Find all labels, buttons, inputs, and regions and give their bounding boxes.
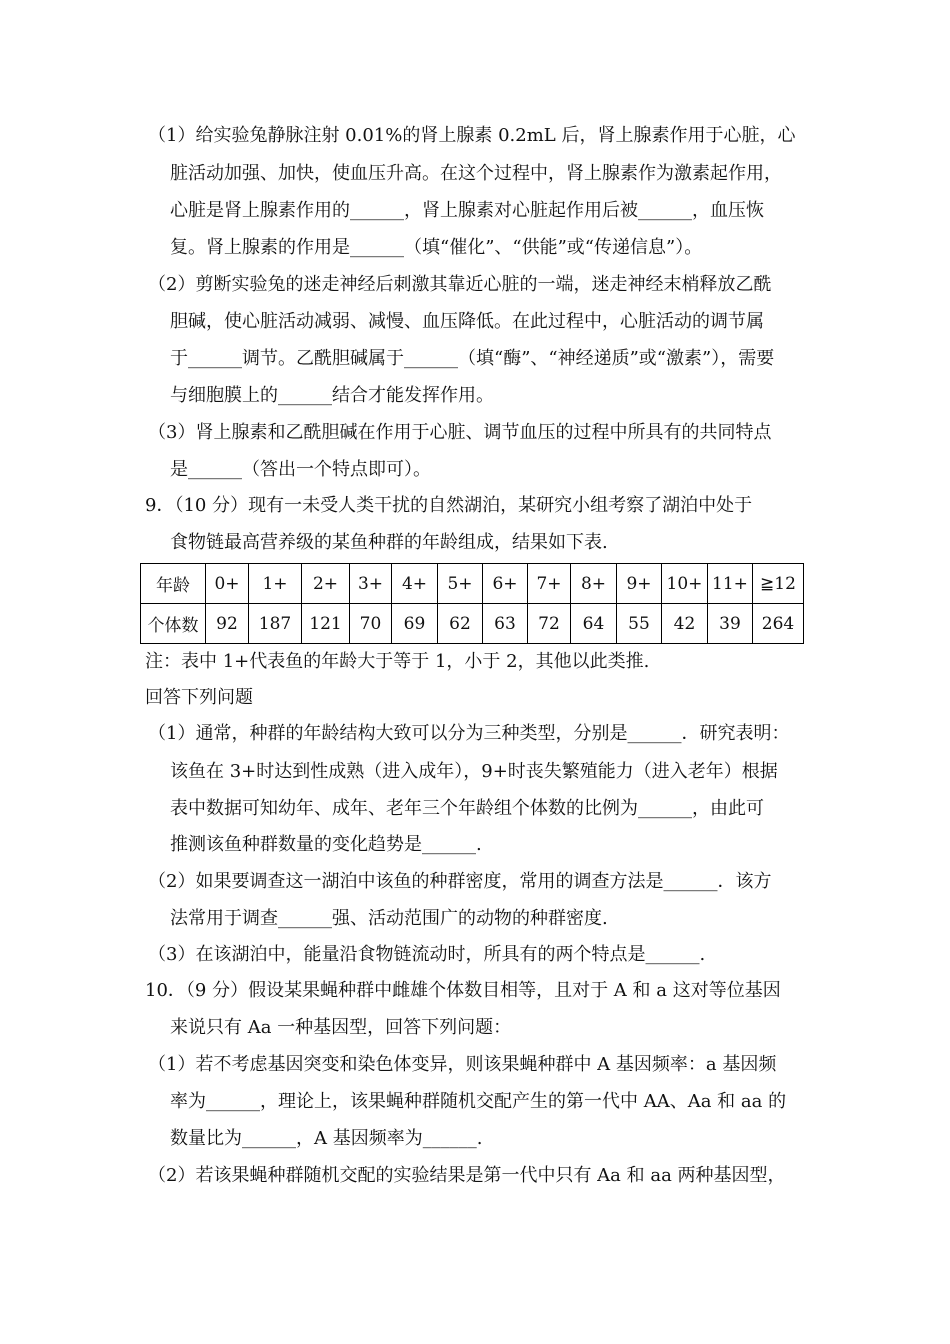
q9-p3-line-1: （3）在该湖泊中，能量沿食物链流动时，所具有的两个特点是______. [148, 944, 706, 965]
table-cell: 3+ [350, 564, 392, 604]
q8-p3-line-1: （3）肾上腺素和乙酰胆碱在作用于心脏、调节血压的过程中所具有的共同特点 [148, 422, 772, 443]
table-cell: 0+ [206, 564, 249, 604]
table-cell: 62 [438, 604, 483, 644]
q9-p1-line-3: 表中数据可知幼年、成年、老年三个年龄组个体数的比例为______，由此可 [170, 798, 764, 819]
table-cell: 55 [617, 604, 662, 644]
q9-p1-line-1: （1）通常，种群的年龄结构大致可以分为三种类型，分别是______．研究表明： [148, 723, 790, 744]
table-cell: 63 [483, 604, 528, 644]
q8-p1-line-2: 脏活动加强、加快，使血压升高。在这个过程中，肾上腺素作为激素起作用， [170, 163, 782, 184]
table-cell: 1+ [249, 564, 302, 604]
q8-p2-line-3: 于______调节。乙酰胆碱属于______（填“酶”、“神经递质”或“激素”），需要 [170, 348, 775, 369]
q10-stem-line-1: 10．（9 分）假设某果蝇种群中雌雄个体数目相等，且对于 A 和 a 这对等位基因 [145, 980, 781, 1001]
table-cell: 64 [571, 604, 617, 644]
table-cell: 8+ [571, 564, 617, 604]
table-cell: 11+ [708, 564, 753, 604]
table-cell: 264 [753, 604, 804, 644]
table-cell: 10+ [662, 564, 708, 604]
q8-p1-line-3: 心脏是肾上腺素作用的______，肾上腺素对心脏起作用后被______，血压恢 [170, 200, 764, 221]
table-cell: 39 [708, 604, 753, 644]
q8-p2-line-4: 与细胞膜上的______结合才能发挥作用。 [170, 385, 494, 406]
table-cell: 69 [392, 604, 438, 644]
q10-stem-line-2: 来说只有 Aa 一种基因型，回答下列问题： [170, 1017, 512, 1038]
q9-p2-line-1: （2）如果要调查这一湖泊中该鱼的种群密度，常用的调查方法是______．该方 [148, 871, 772, 892]
table-cell: 121 [302, 604, 350, 644]
q10-p1-line-3: 数量比为______，A 基因频率为______. [170, 1128, 483, 1149]
table-header-row [141, 564, 804, 604]
table-cell: ≧12 [753, 564, 804, 604]
table-cell: 7+ [528, 564, 571, 604]
q10-p1-line-1: （1）若不考虑基因突变和染色体变异，则该果蝇种群中 A 基因频率：a 基因频 [148, 1054, 777, 1075]
q9-p2-line-2: 法常用于调查______强、活动范围广的动物的种群密度. [170, 908, 608, 929]
q8-p1-line-4: 复。肾上腺素的作用是______（填“催化”、“供能”或“传递信息”）。 [170, 237, 703, 258]
q9-stem-line-2: 食物链最高营养级的某鱼种群的年龄组成，结果如下表. [170, 532, 608, 553]
q9-table-note: 注：表中 1+代表鱼的年龄大于等于 1，小于 2，其他以此类推. [145, 651, 650, 672]
q8-p2-line-2: 胆碱，使心脏活动减弱、减慢、血压降低。在此过程中，心脏活动的调节属 [170, 311, 764, 332]
table-row [141, 604, 804, 644]
table-cell: 2+ [302, 564, 350, 604]
table-cell: 9+ [617, 564, 662, 604]
table-cell: 92 [206, 604, 249, 644]
table-cell: 年龄 [141, 564, 206, 604]
q8-p3-line-2: 是______（答出一个特点即可）。 [170, 459, 431, 480]
table-cell: 72 [528, 604, 571, 644]
q9-prompt: 回答下列问题 [145, 687, 253, 708]
table-cell: 42 [662, 604, 708, 644]
age-structure-table [140, 563, 804, 644]
table-cell: 187 [249, 604, 302, 644]
table-cell: 5+ [438, 564, 483, 604]
q10-p1-line-2: 率为______，理论上，该果蝇种群随机交配产生的第一代中 AA、Aa 和 aa 的 [170, 1091, 787, 1112]
table-cell: 个体数 [141, 604, 206, 644]
q9-p1-line-4: 推测该鱼种群数量的变化趋势是______. [170, 834, 482, 855]
table-cell: 6+ [483, 564, 528, 604]
q10-p2-line-1: （2）若该果蝇种群随机交配的实验结果是第一代中只有 Aa 和 aa 两种基因型， [148, 1165, 786, 1186]
table-cell: 4+ [392, 564, 438, 604]
table-cell: 70 [350, 604, 392, 644]
q8-p1-line-1: （1）给实验兔静脉注射 0.01%的肾上腺素 0.2mL 后，肾上腺素作用于心脏，心 [148, 125, 796, 146]
q8-p2-line-1: （2）剪断实验兔的迷走神经后刺激其靠近心脏的一端，迷走神经末梢释放乙酰 [148, 274, 772, 295]
q9-p1-line-2: 该鱼在 3+时达到性成熟（进入成年），9+时丧失繁殖能力（进入老年）根据 [170, 761, 778, 782]
q9-stem-line-1: 9．（10 分）现有一未受人类干扰的自然湖泊，某研究小组考察了湖泊中处于 [145, 495, 753, 516]
